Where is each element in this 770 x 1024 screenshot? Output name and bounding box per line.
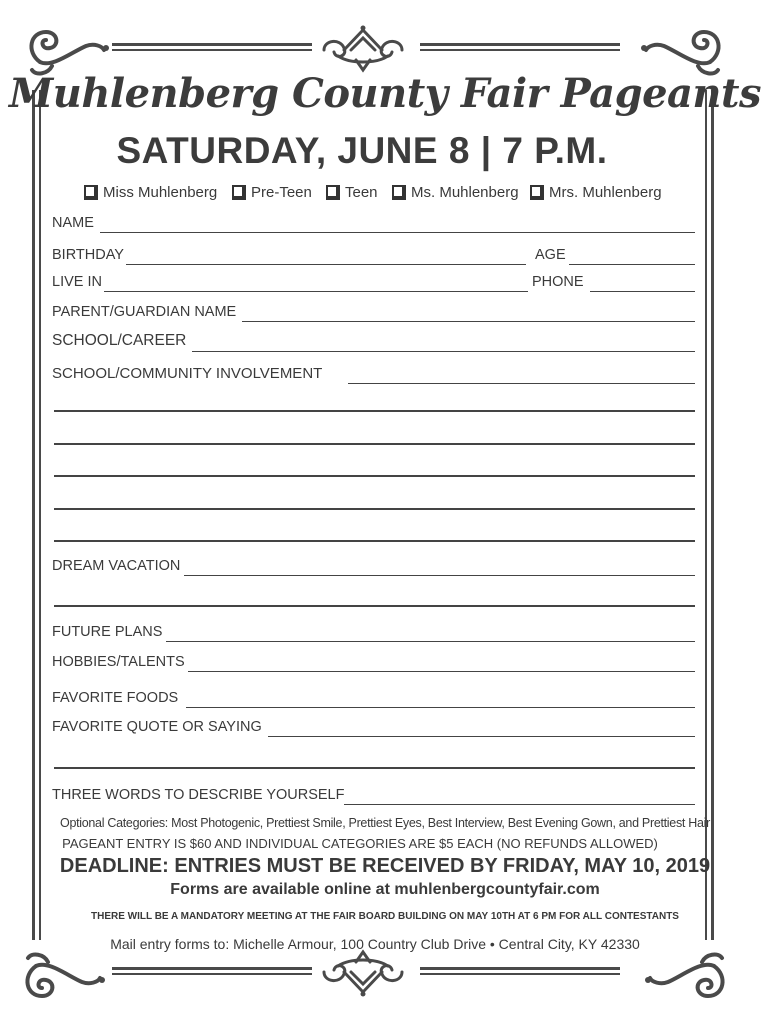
checkbox-icon[interactable] <box>326 185 340 200</box>
mail-address-note: Mail entry forms to: Michelle Armour, 100 Country Club Drive • Central City, KY 42330 <box>110 936 640 952</box>
three-words-line[interactable] <box>344 804 695 806</box>
age-line[interactable] <box>569 264 695 266</box>
category-pre-teen[interactable] <box>232 180 312 204</box>
live-in-label: LIVE IN <box>52 274 102 290</box>
school-career-line[interactable] <box>192 351 695 353</box>
hobbies-label: HOBBIES/TALENTS <box>52 654 185 670</box>
future-plans-line[interactable] <box>166 641 695 643</box>
top-rule-left-a <box>112 43 312 46</box>
dream-vacation-line-2[interactable] <box>54 605 695 607</box>
event-date: SATURDAY, JUNE 8 | 7 P.M. <box>116 130 608 171</box>
dream-vacation-label: DREAM VACATION <box>52 558 181 574</box>
deadline-notice: DEADLINE: ENTRIES MUST BE RECEIVED BY FRIDAY, MAY 10, 2019 <box>59 855 711 877</box>
involvement-line-3[interactable] <box>54 443 695 445</box>
age-field[interactable] <box>535 245 695 265</box>
future-plans-field[interactable] <box>52 622 695 642</box>
right-border-outer <box>711 90 714 940</box>
left-border-outer <box>32 90 35 940</box>
checkbox-icon[interactable] <box>530 185 544 200</box>
category-label: Mrs. Muhlenberg <box>549 183 662 201</box>
involvement-line-2[interactable] <box>54 410 695 412</box>
category-mrs-muhlenberg[interactable] <box>530 180 662 204</box>
involvement-field[interactable] <box>52 364 695 384</box>
phone-label: PHONE <box>532 274 584 290</box>
mandatory-meeting-note: THERE WILL BE A MANDATORY MEETING AT THE FAIR BOARD BUILDING ON MAY 10TH AT 6 PM FOR ALL CONTESTANTS <box>91 911 679 922</box>
age-label: AGE <box>535 247 566 263</box>
category-label: Teen <box>345 183 378 201</box>
top-rule-right-b <box>420 49 620 51</box>
checkbox-icon[interactable] <box>84 185 98 200</box>
left-border-inner <box>39 90 41 940</box>
favorite-foods-field[interactable] <box>52 688 695 708</box>
dream-vacation-field[interactable] <box>52 556 695 576</box>
phone-line[interactable] <box>590 291 695 293</box>
favorite-foods-label: FAVORITE FOODS <box>52 690 179 706</box>
involvement-line-5[interactable] <box>54 508 695 510</box>
forms-online-note: Forms are available online at muhlenbergcountyfair.com <box>170 881 600 898</box>
phone-field[interactable] <box>532 272 695 292</box>
optional-categories-note: Optional Categories: Most Photogenic, Prettiest Smile, Prettiest Eyes, Best Interview, Best Evening Gown, and Prettiest Hair <box>60 816 710 830</box>
name-line[interactable] <box>100 232 695 234</box>
bottom-rule-right-a <box>420 967 620 970</box>
page-title: Muhlenberg County Fair Pageants <box>8 70 762 117</box>
involvement-label: SCHOOL/COMMUNITY INVOLVEMENT <box>52 365 323 382</box>
live-in-field[interactable] <box>52 272 528 292</box>
school-career-field[interactable] <box>52 332 695 352</box>
category-label: Miss Muhlenberg <box>103 183 218 201</box>
birthday-label: BIRTHDAY <box>52 247 124 263</box>
entry-fee-note: PAGEANT ENTRY IS $60 AND INDIVIDUAL CATEGORIES ARE $5 EACH (NO REFUNDS ALLOWED) <box>62 836 658 851</box>
three-words-label: THREE WORDS TO DESCRIBE YOURSELF <box>52 787 345 803</box>
category-ms-muhlenberg[interactable] <box>392 180 519 204</box>
crown-flourish-icon <box>318 946 408 1002</box>
birthday-line[interactable] <box>126 264 526 266</box>
name-field[interactable] <box>52 213 695 233</box>
checkbox-icon[interactable] <box>392 185 406 200</box>
favorite-quote-field[interactable] <box>52 717 695 737</box>
category-checkboxes <box>84 180 704 206</box>
live-in-line[interactable] <box>104 291 528 293</box>
top-rule-left-b <box>112 49 312 51</box>
involvement-line-6[interactable] <box>54 540 695 542</box>
checkbox-icon[interactable] <box>232 185 246 200</box>
favorite-quote-line-2[interactable] <box>54 767 695 769</box>
favorite-foods-line[interactable] <box>186 707 695 709</box>
involvement-line[interactable] <box>348 383 695 385</box>
future-plans-label: FUTURE PLANS <box>52 624 163 640</box>
category-label: Ms. Muhlenberg <box>411 183 519 201</box>
hobbies-line[interactable] <box>188 671 695 673</box>
category-teen[interactable] <box>326 180 378 204</box>
favorite-quote-label: FAVORITE QUOTE OR SAYING <box>52 719 262 735</box>
involvement-line-4[interactable] <box>54 475 695 477</box>
birthday-field[interactable] <box>52 245 526 265</box>
dream-vacation-line[interactable] <box>184 575 695 577</box>
parent-label: PARENT/GUARDIAN NAME <box>52 304 237 320</box>
bottom-rule-left-a <box>112 967 312 970</box>
hobbies-field[interactable] <box>52 652 695 672</box>
scroll-flourish-icon <box>642 946 732 1006</box>
three-words-field[interactable] <box>52 785 695 805</box>
crown-flourish-icon <box>318 20 408 76</box>
right-border-inner <box>705 90 707 940</box>
school-career-label: SCHOOL/CAREER <box>52 332 187 349</box>
bottom-rule-right-b <box>420 973 620 975</box>
bottom-rule-left-b <box>112 973 312 975</box>
name-label: NAME <box>52 215 94 231</box>
parent-line[interactable] <box>242 321 695 323</box>
top-rule-right-a <box>420 43 620 46</box>
category-miss-muhlenberg[interactable] <box>84 180 217 204</box>
category-label: Pre-Teen <box>251 183 312 201</box>
scroll-flourish-icon <box>18 946 108 1006</box>
favorite-quote-line[interactable] <box>268 736 695 738</box>
parent-field[interactable] <box>52 302 695 322</box>
